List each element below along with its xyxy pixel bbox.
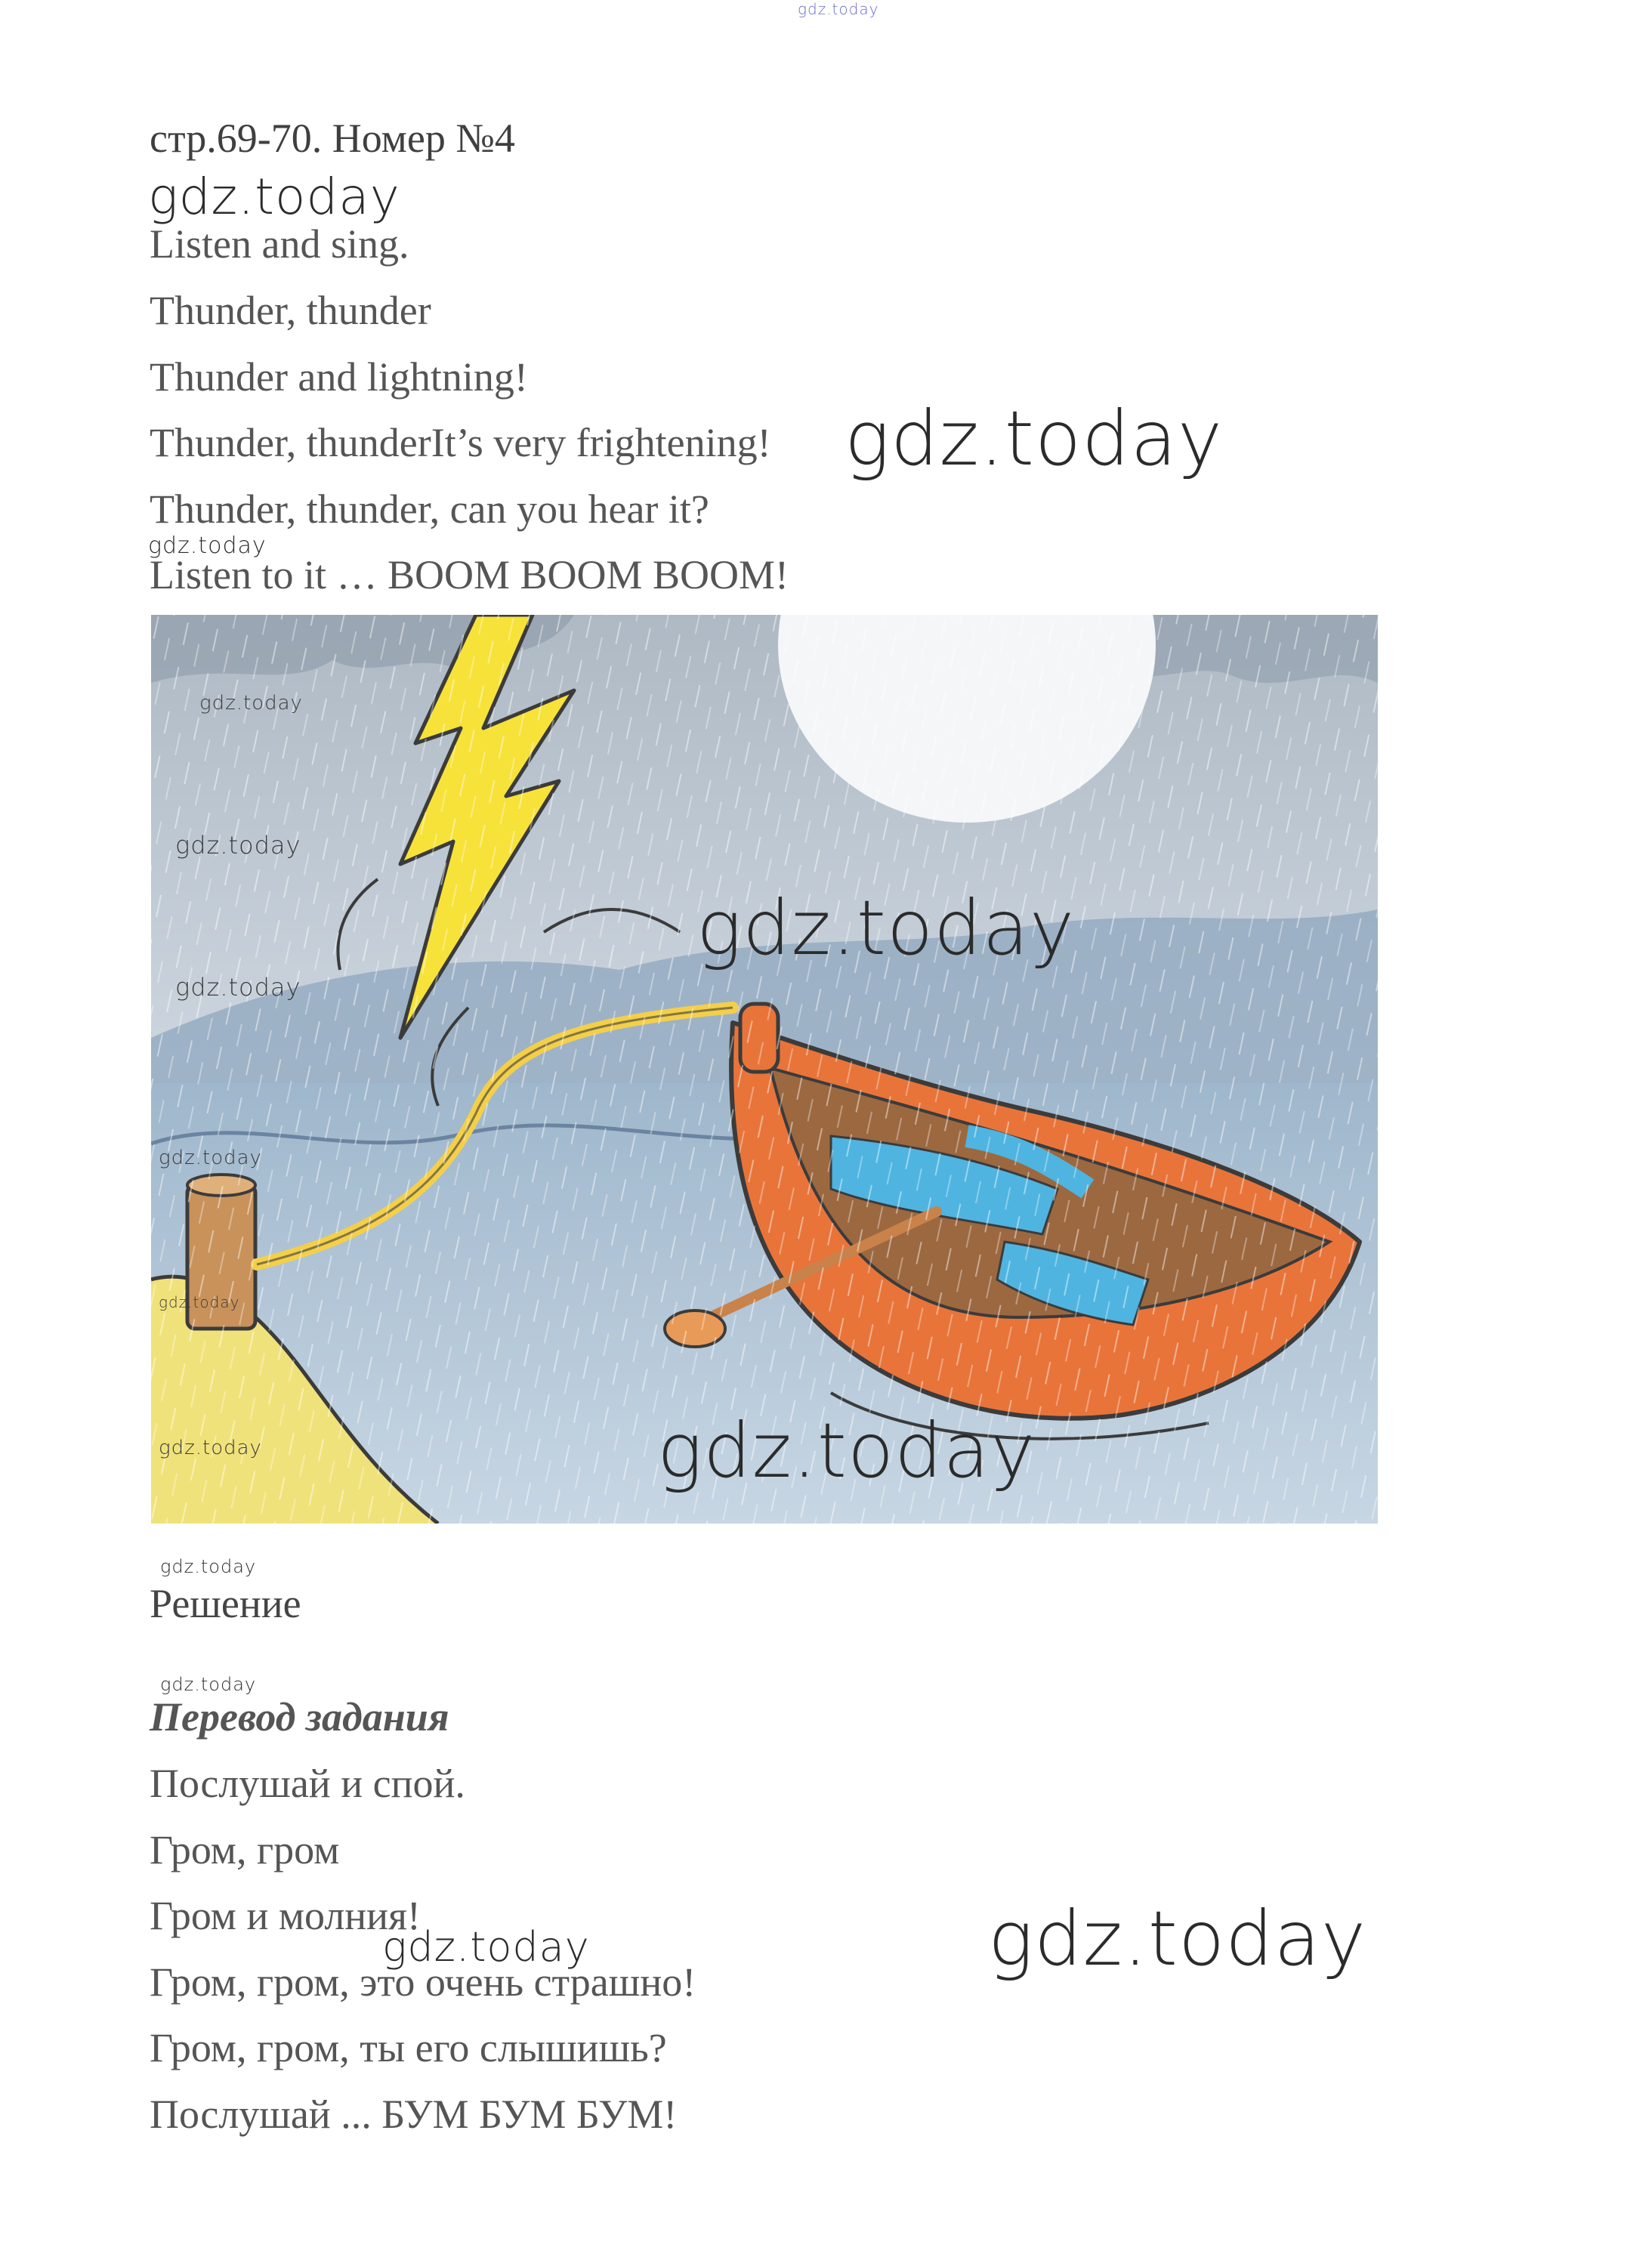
song-line: Thunder, thunder bbox=[150, 288, 431, 333]
watermark: gdz.today bbox=[696, 884, 1076, 972]
watermark: gdz.today bbox=[160, 1674, 257, 1695]
watermark: gdz.today bbox=[988, 1894, 1367, 1983]
translation-line: Гром и молния! bbox=[150, 1893, 421, 1938]
watermark: gdz.today bbox=[160, 1556, 257, 1577]
translation-title: Перевод задания bbox=[150, 1694, 449, 1740]
watermark: gdz.today bbox=[175, 831, 301, 860]
song-line: Listen to it … BOOM BOOM BOOM! bbox=[150, 552, 789, 597]
task-instruction: Listen and sing. bbox=[150, 221, 409, 267]
watermark: gdz.today bbox=[199, 692, 303, 715]
rain bbox=[151, 615, 1378, 1524]
watermark: gdz.today bbox=[148, 168, 400, 226]
song-line: Thunder, thunder, can you hear it? bbox=[150, 486, 709, 532]
watermark: gdz.today bbox=[148, 533, 267, 559]
watermark: gdz.today bbox=[159, 1147, 262, 1169]
watermark-top: gdz.today bbox=[798, 0, 879, 18]
translation-line: Гром, гром bbox=[150, 1827, 340, 1873]
song-line: Thunder, thunderIt’s very frightening! bbox=[150, 420, 771, 465]
song-line: Thunder and lightning! bbox=[150, 354, 528, 400]
watermark: gdz.today bbox=[159, 1293, 240, 1311]
watermark: gdz.today bbox=[159, 1437, 262, 1459]
translation-line: Гром, гром, ты его слышишь? bbox=[150, 2025, 667, 2070]
page-heading: стр.69-70. Номер №4 bbox=[150, 116, 515, 161]
solution-title: Решение bbox=[150, 1581, 301, 1626]
watermark: gdz.today bbox=[382, 1923, 590, 1971]
translation-instruction: Послушай и спой. bbox=[150, 1761, 465, 1806]
watermark: gdz.today bbox=[657, 1406, 1036, 1495]
storm-boat-illustration bbox=[151, 615, 1378, 1524]
translation-line: Послушай ... БУМ БУМ БУМ! bbox=[150, 2092, 678, 2137]
watermark: gdz.today bbox=[845, 394, 1224, 483]
watermark: gdz.today bbox=[175, 973, 301, 1002]
translation-line: Гром, гром, это очень страшно! bbox=[150, 1959, 696, 2005]
